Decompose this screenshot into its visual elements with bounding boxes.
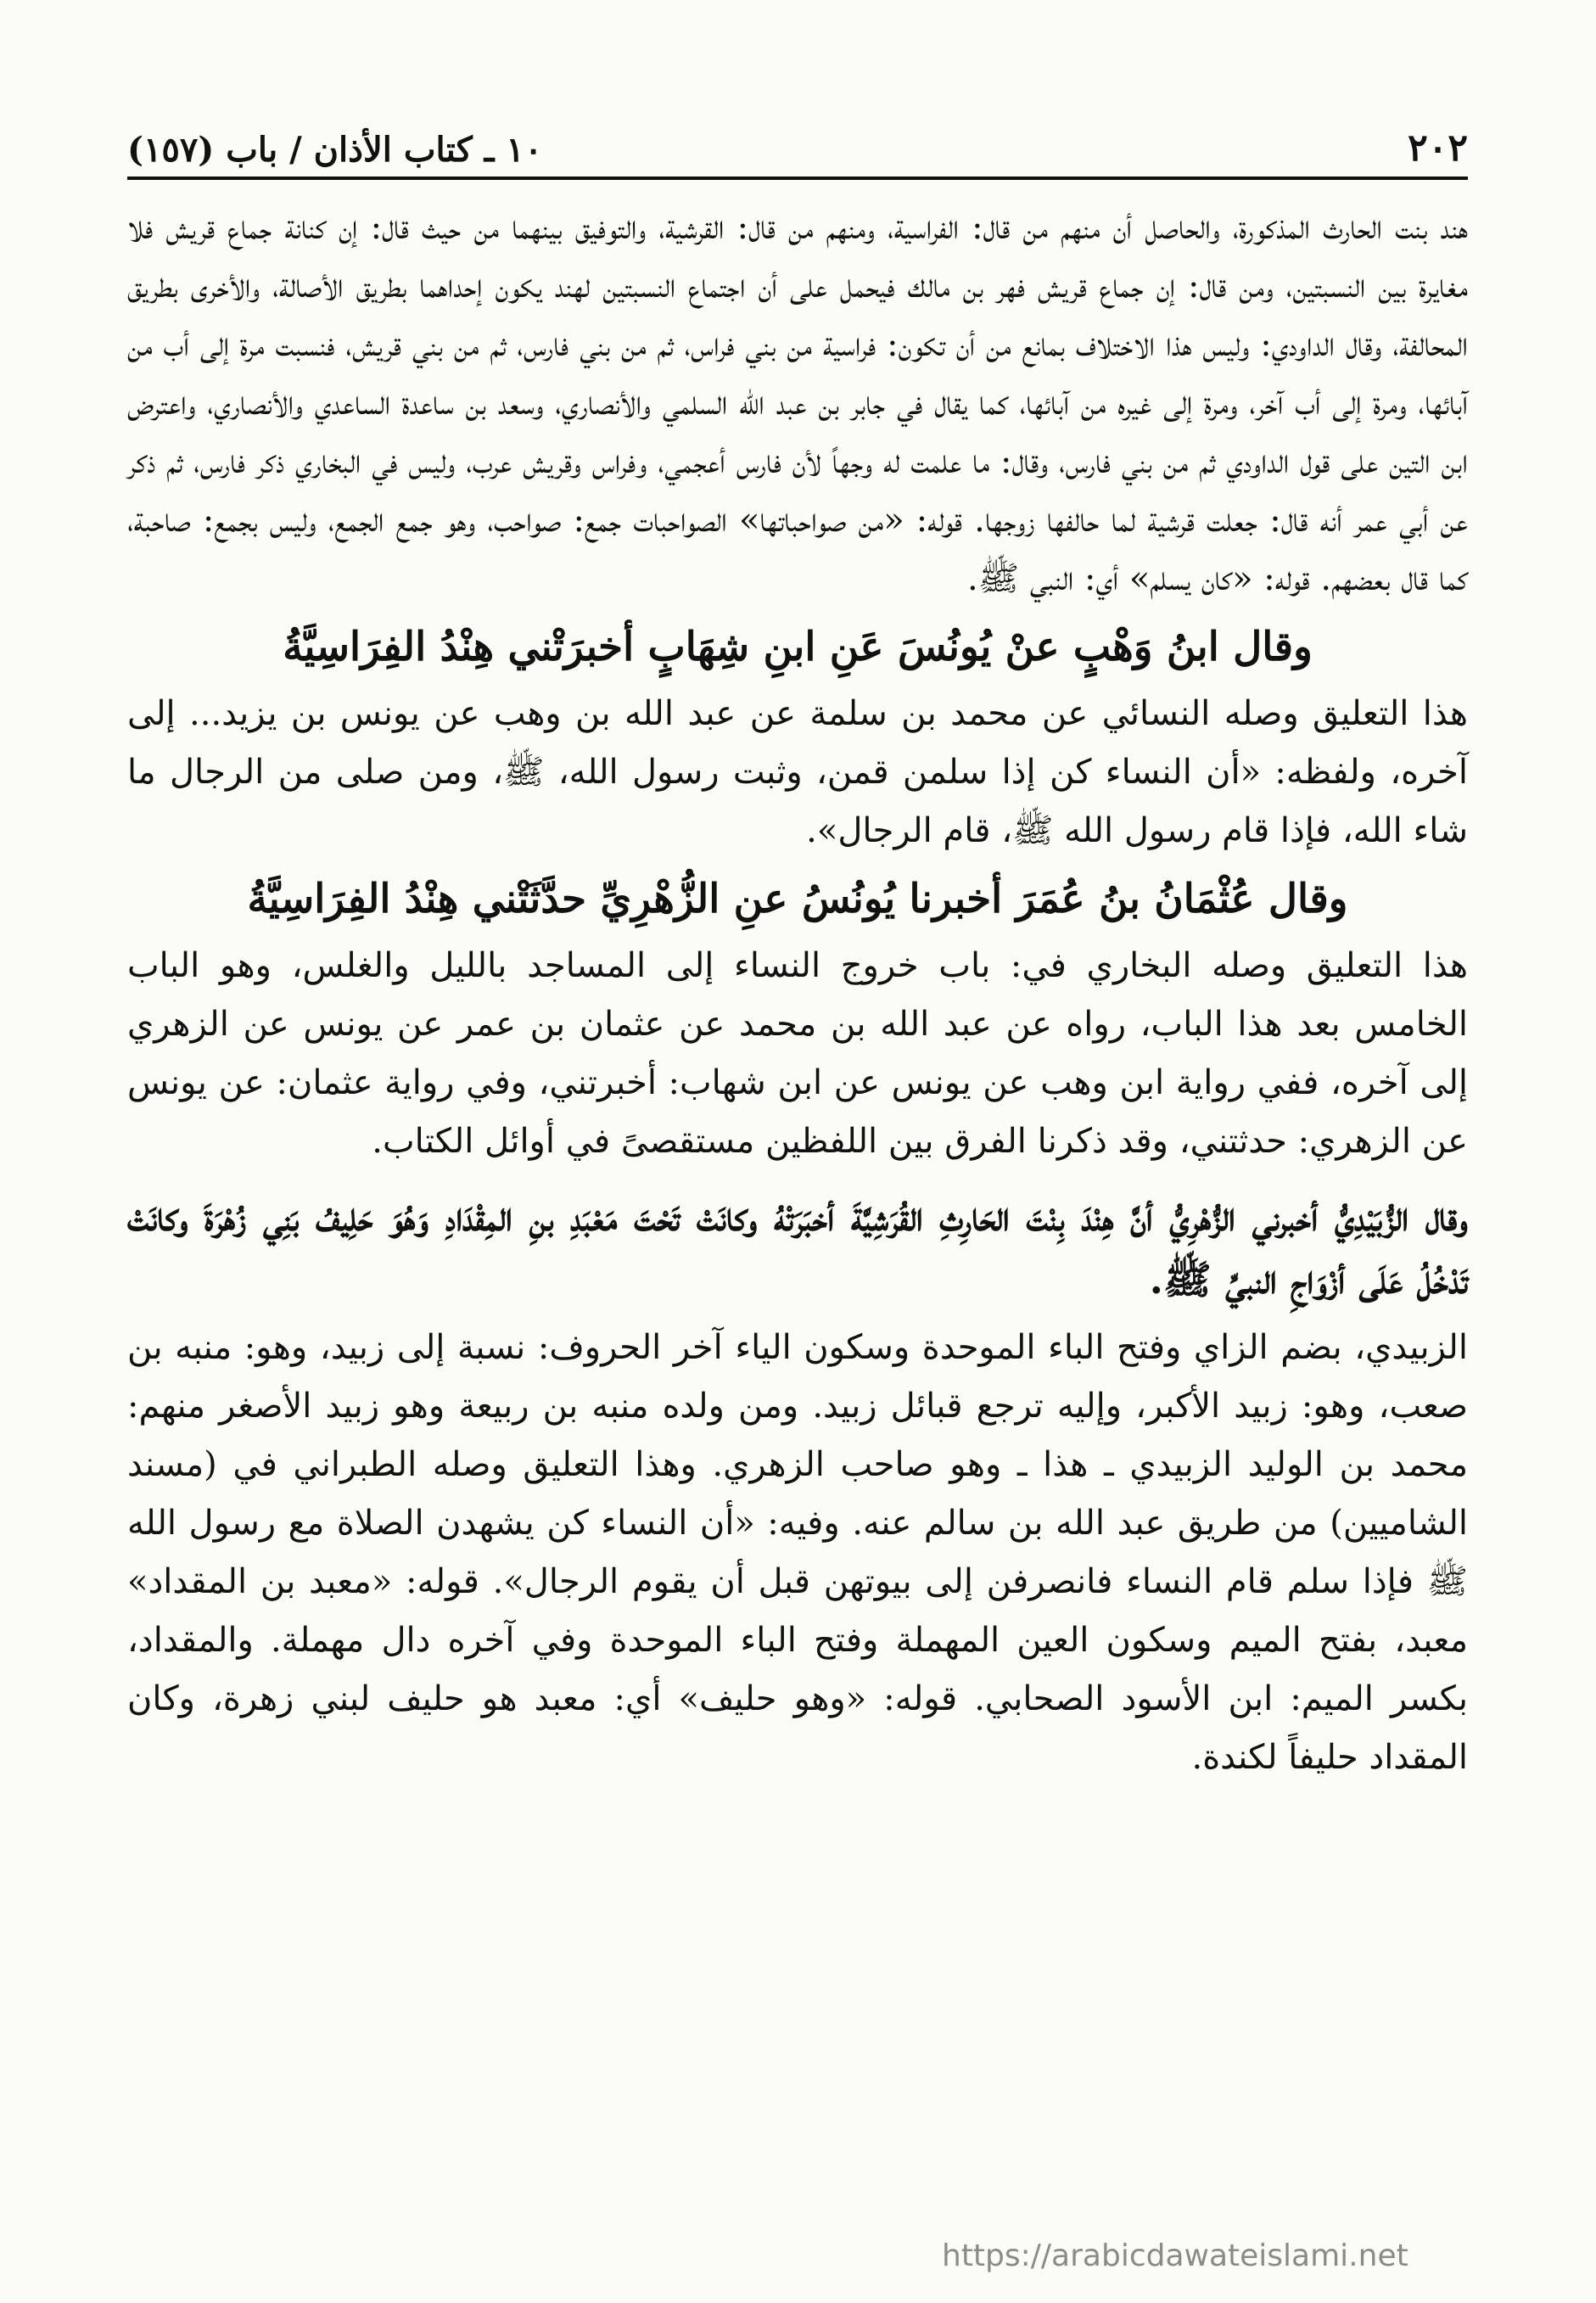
header-rule <box>127 177 1468 180</box>
page-header <box>127 102 1468 170</box>
running-title: ١٠ ـ كتاب الأذان / باب (١٥٧) <box>127 130 543 170</box>
watermark-url: https://arabicdawateislami.net <box>942 2239 1408 2273</box>
hadith-heading-2: وقال عُثْمَانُ بنُ عُمَرَ أخبرنا يُونُسُ عنِ الزُّهْرِيِّ حدَّثَتْني هِنْدُ الفِرَاسِيَّةُ <box>247 876 1348 922</box>
hadith-heading-1: وقال ابنُ وَهْبٍ عنْ يُونُسَ عَنِ ابنِ شِهَابٍ أخبرَتْني هِنْدُ الفِرَاسِيَّةُ <box>283 624 1313 670</box>
body-paragraph-3: هذا التعليق وصله البخاري في: باب خروج النساء إلى المساجد بالليل والغلس، وهو الباب الخامس بعد هذا الباب، رواه عن عبد الله بن محمد عن عثمان بن عمر عن يونس عن الزهري إلى آخره، ففي رواية ابن وهب عن يونس عن ابن شهاب: أخبرتني، وفي رواية عثمان: عن يونس عن الزهري: حدثتني، وقد ذكرنا الفرق بين اللفظين مستقصىً في أوائل الكتاب. <box>127 946 1469 1161</box>
body-paragraph-4: الزبيدي، بضم الزاي وفتح الباء الموحدة وسكون الياء آخر الحروف: نسبة إلى زبيد، وهو: منبه بن صعب، وهو: زبيد الأكبر، وإليه ترجع قبائل زبيد. ومن ولده منبه بن ربيعة وهو زبيد الأصغر منهم: محمد بن الوليد الزبيدي ـ هذا ـ وهو صاحب الزهري. وهذا التعليق وصله الطبراني في (مسند الشاميين) من طريق عبد الله بن سالم عنه. وفيه: «أن النساء كن يشهدن الصلاة مع رسول الله ﷺ فإذا سلم قام النساء فانصرفن إلى بيوتهن قبل أن يقوم الرجال». قوله: «معبد بن المقداد» معبد، بفتح الميم وسكون العين المهملة وفتح الباء الموحدة وفي آخره دال مهملة. والمقداد، بكسر الميم: ابن الأسود الصحابي. قوله: «وهو حليف» أي: معبد هو حليف لبني زهرة، وكان المقداد حليفاً لكندة. <box>127 1328 1469 1777</box>
body-paragraph-2: هذا التعليق وصله النسائي عن محمد بن سلمة عن عبد الله بن وهب عن يونس بن يزيد... إلى آخره، ولفظه: «أن النساء كن إذا سلمن قمن، وثبت رسول الله، ﷺ، ومن صلى من الرجال ما شاء الله، فإذا قام رسول الله ﷺ، قام الرجال». <box>127 694 1468 850</box>
hadith-heading-3: وقال الزُّبَيْدِيُّ أخبرني الزُّهْرِيُّ أنَّ هِنْدَ بِنْتَ الحَارِثِ القُرَشِيَّةَ أخبَرَتْهُ وكانَتْ تَحْتَ مَعْبَدِ بنِ المِقْدَادِ وَهُوَ حَلِيفُ بَنِي زُهْرَةَ وكانَتْ تَدْخُلُ عَلَى أزْوَاجِ النبيِّ ﷺ. <box>127 1194 1468 1303</box>
body-paragraph-1: هند بنت الحارث المذكورة، والحاصل أن منهم من قال: الفراسية، ومنهم من قال: القرشية، والتوفيق بينهما من حيث قال: إن كنانة جماع قريش فلا مغايرة بين النسبتين، ومن قال: إن جماع قريش فهر بن مالك فيحمل على أن اجتماع النسبتين لهند يكون إحداهما بطريق الأصالة، والأخرى بطريق المحالفة، وقال الداودي: وليس هذا الاختلاف بمانع من أن تكون: فراسية من بني فراس، ثم من بني فارس، ثم من بني قريش، فنسبت مرة إلى أب من آبائها، ومرة إلى أب آخر، ومرة إلى غيره من آبائها، كما يقال في جابر بن عبد الله السلمي والأنصاري، وسعد بن ساعدة الساعدي والأنصاري، واعترض ابن التين على قول الداودي ثم من بني فارس، وقال: ما علمت له وجهاً لأن فارس أعجمي، وفراس وقريش عرب، وليس في البخاري ذكر فارس، ثم ذكر عن أبي عمر أنه قال: جعلت قرشية لما حالفها زوجها. قوله: «من صواحباتها» الصواحبات جمع: صواحب، وهو جمع الجمع، وليس بجمع: صاحبة، كما قال بعضهم. قوله: «كان يسلم» أي: النبي ﷺ. <box>127 208 1468 598</box>
book-page <box>127 102 1468 1787</box>
page-number: ٢٠٢ <box>1408 126 1468 170</box>
